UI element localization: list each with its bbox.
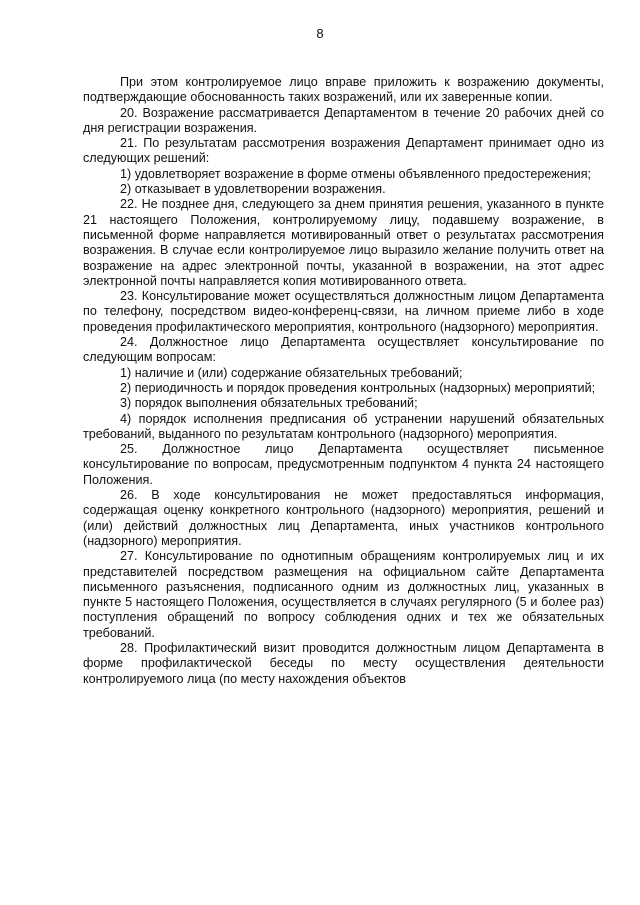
paragraph-24-item-1: 1) наличие и (или) содержание обязательных требований; [120,365,463,380]
paragraph-24: 24. Должностное лицо Департамента осуществляет консультирование по следующим вопросам: [83,335,604,365]
paragraph-20: 20. Возражение рассматривается Департаментом в течение 20 рабочих дней со дня регистрации возражения. [83,105,604,135]
paragraph-28: 28. Профилактический визит проводится должностным лицом Департамента в форме профилактической беседы по месту осуществления деятельности контролируемого лица (по месту нахождения объектов [83,640,604,686]
paragraph-27: 27. Консультирование по однотипным обращениям контролируемых лиц и их представителей посредством размещения на официальном сайте Департамента письменного разъяснения, подписанного одним из должностных лиц, указанных в пункте 5 настоящего Положения, осуществляется в случаях регулярного (5 и более раз) поступления обращений по вопросу соблюдения одних и тех же обязательных требований. [83,549,604,640]
paragraph-24-item-2: 2) периодичность и порядок проведения контрольных (надзорных) мероприятий; [120,380,596,395]
paragraph-24-item-3: 3) порядок выполнения обязательных требований; [120,396,418,411]
paragraph-23: 23. Консультирование может осуществляться должностным лицом Департамента по телефону, посредством видео-конференц-связи, на личном приеме либо в ходе проведения профилактического мероприятия, контрольного (надзорного) мероприятия. [83,289,604,334]
document-body [83,75,604,687]
paragraph-24-item-4: 4) порядок исполнения предписания об устранении нарушений обязательных требований, выданного по результатам контрольного (надзорного) мероприятия. [83,411,604,441]
paragraph-25: 25. Должностное лицо Департамента осуществляет письменное консультирование по вопросам, предусмотренным подпунктом 4 пункта 24 настоящего Положения. [83,442,604,487]
page-number: 8 [316,26,324,41]
paragraph-21-item-2: 2) отказывает в удовлетворении возражения. [120,182,386,197]
paragraph-26: 26. В ходе консультирования не может предоставляться информация, содержащая оценку конкретного контрольного (надзорного) мероприятия, решений и (или) действий должностных лиц Департамента, иных участников контрольного (надзорного) мероприятия. [83,488,604,548]
paragraph-21: 21. По результатам рассмотрения возражения Департамент принимает одно из следующих решений: [83,136,604,166]
paragraph-22: 22. Не позднее дня, следующего за днем принятия решения, указанного в пункте 21 настоящего Положения, контролируемому лицу, подавшему возражение, в письменной форме направляется мотивированный ответ о результатах рассмотрения возражения. В случае если контролируемое лицо выразило желание получить ответ на возражение на адрес электронной почты, указанной в возражении, на этот адрес электронной почты направляется копия мотивированного ответа. [83,197,604,288]
paragraph-objection-copies: При этом контролируемое лицо вправе приложить к возражению документы, подтверждающие обоснованность таких возражений, или их заверенные копии. [83,75,604,105]
paragraph-21-item-1: 1) удовлетворяет возражение в форме отмены объявленного предостережения; [120,166,592,181]
